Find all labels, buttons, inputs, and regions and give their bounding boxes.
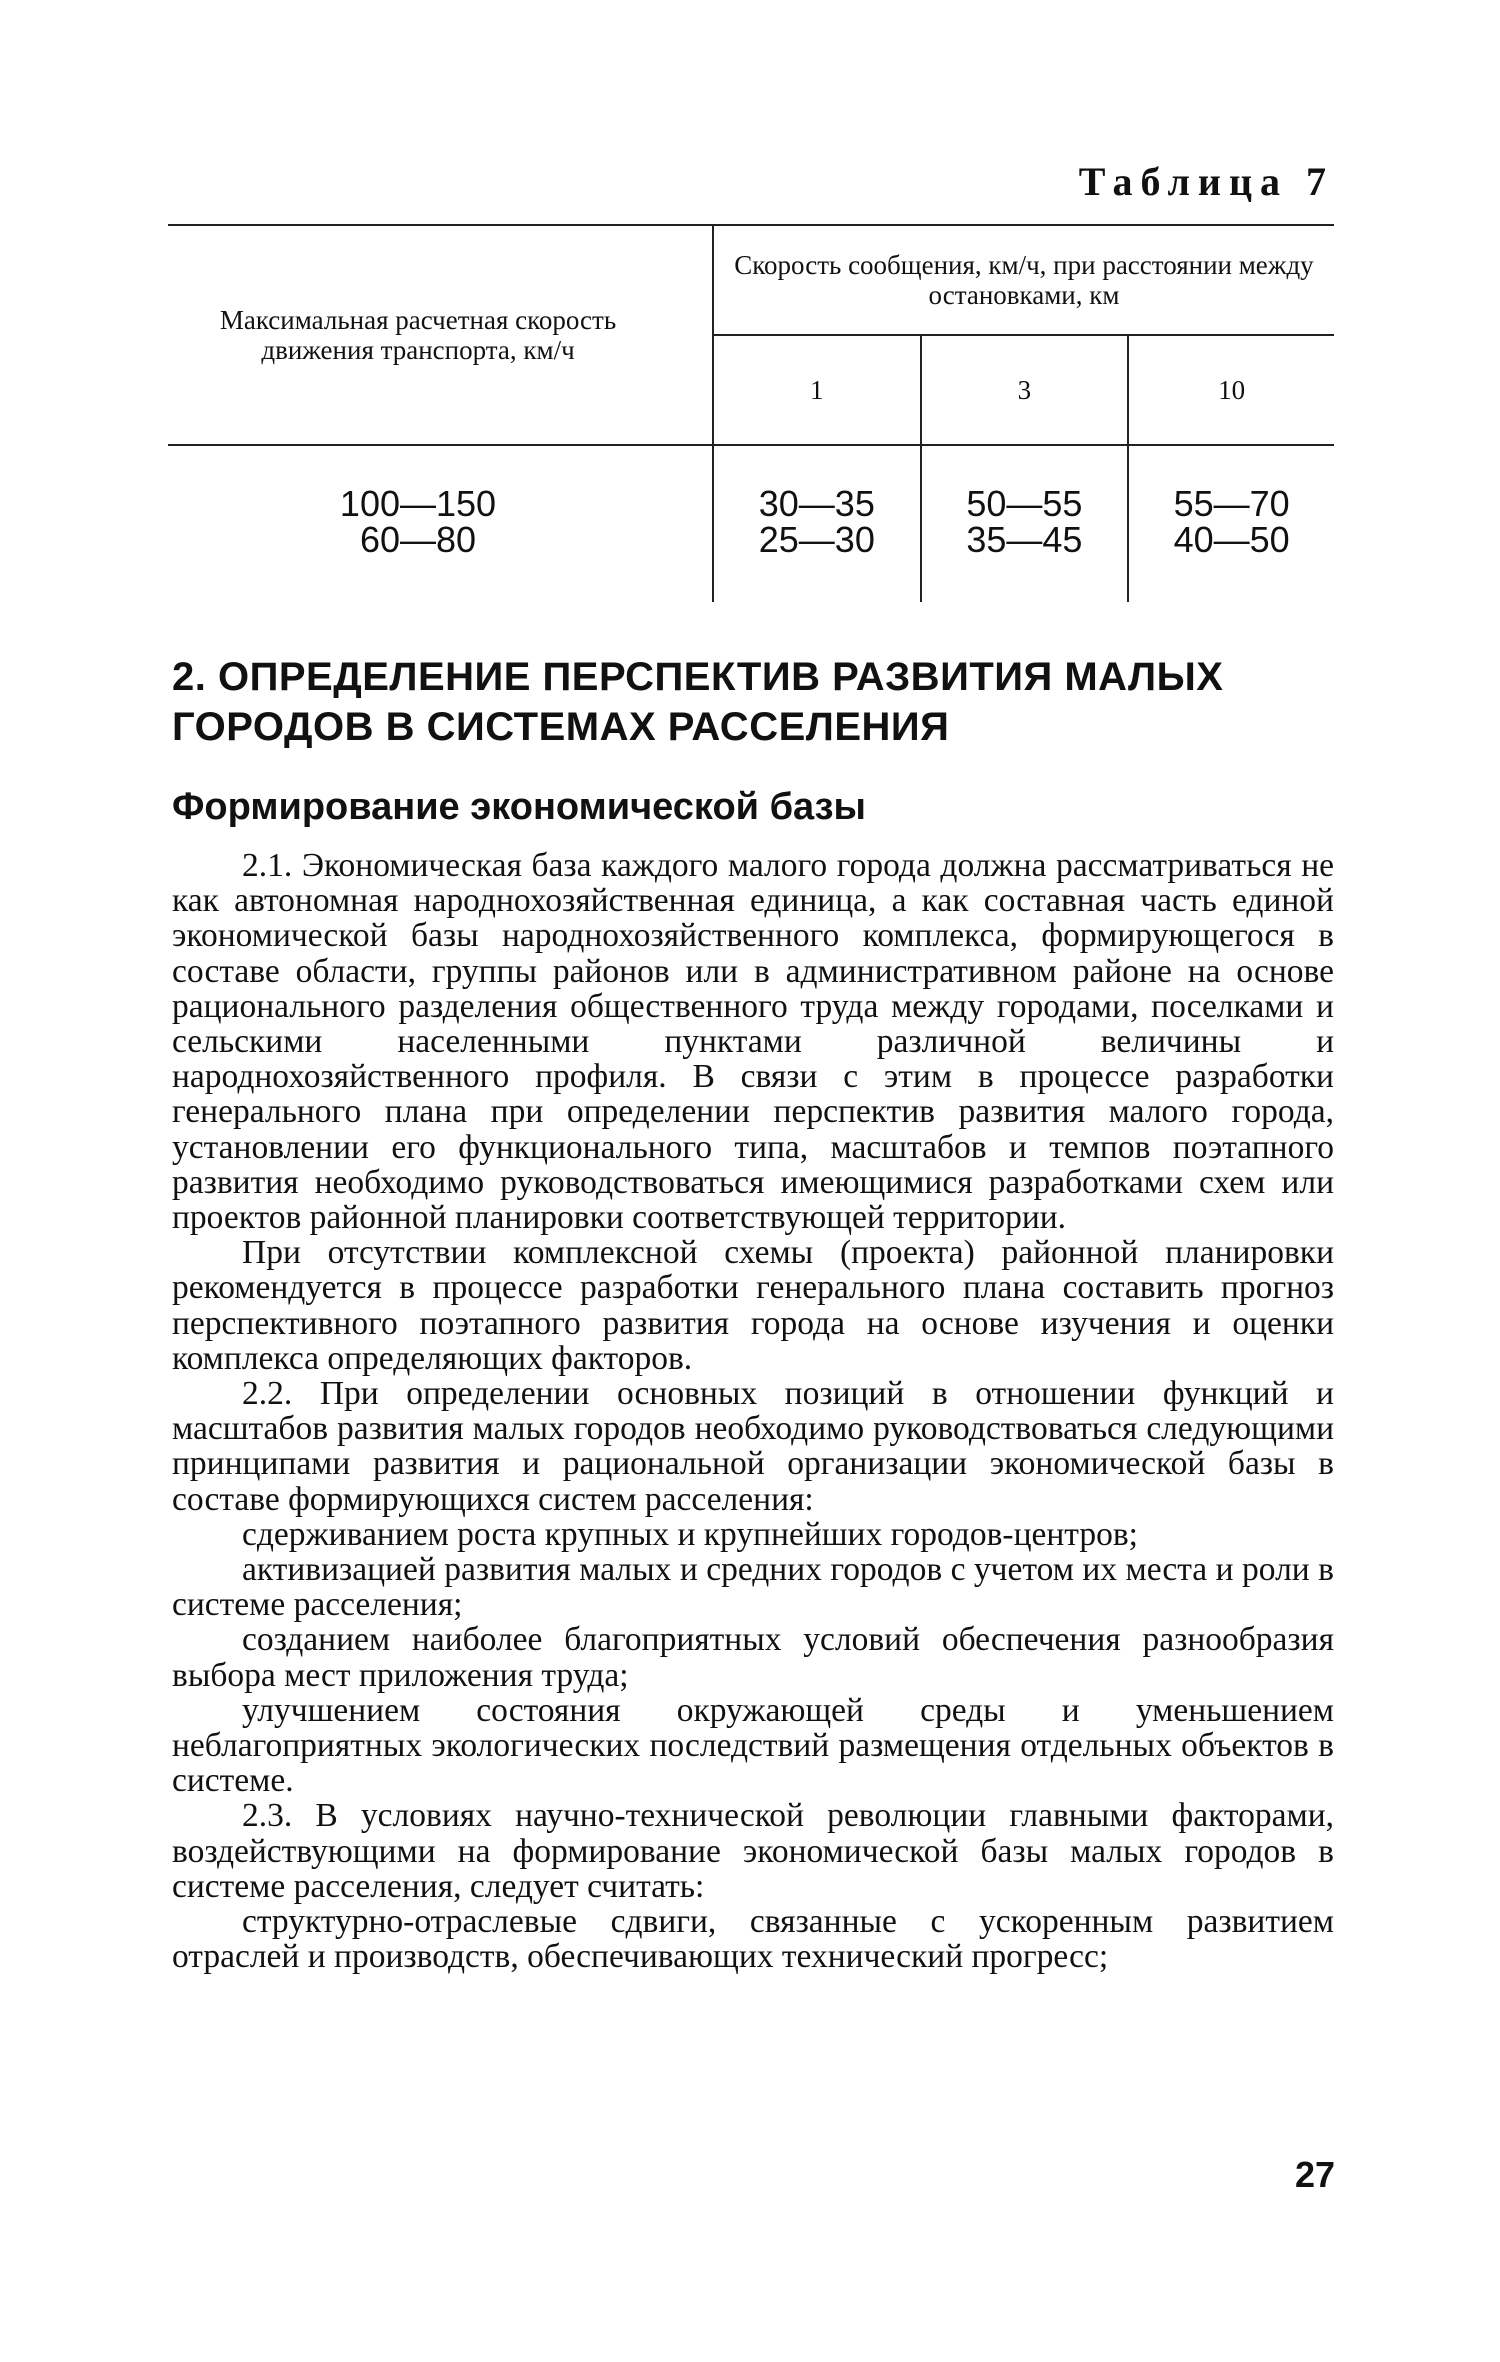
header-distance-10: 10 <box>1128 335 1334 445</box>
list-item: сдерживанием роста крупных и крупнейших городов-центров; <box>242 1515 1138 1553</box>
subsection-title: Формирование экономической базы <box>172 786 866 828</box>
table-row <box>168 445 1334 602</box>
paragraph: 2.2. При определении основных позиций в отношении функций и масштабов развития малых городов необходимо руководствоваться следующими принципами развития и рациональной организации экономической базы в составе формирующихся систем расселения: <box>172 1375 1334 1518</box>
cell-value: 35—45 <box>966 519 1083 560</box>
speed-table <box>168 224 1334 602</box>
page-number: 27 <box>1294 2154 1335 2195</box>
cell-value: 55—70 <box>1173 483 1290 524</box>
list-item: созданием наиболее благоприятных условий обеспечения разнообразия выбора мест приложения труда; <box>172 1621 1334 1694</box>
cell-distance-1 <box>713 445 921 602</box>
cell-value: 30—35 <box>758 483 875 524</box>
cell-value: 100—150 <box>339 483 497 524</box>
body-text <box>172 848 1334 1975</box>
paragraph: 2.3. В условиях научно-технической революции главными факторами, воздействующими на формирование экономической базы малых городов в системе расселения, следует считать: <box>172 1797 1334 1905</box>
header-distance-1: 1 <box>713 335 921 445</box>
cell-value: 25—30 <box>758 519 875 560</box>
paragraph: 2.1. Экономическая база каждого малого города должна рассматриваться не как автономная народнохозяйственная единица, а как составная часть единой экономической базы народнохозяйственного комплекса, формирующегося в составе области, группы районов или в административном районе на основе рационального разделения общественного труда между городами, поселками и сельскими населенными пунктами различной величины и народнохозяйственного профиля. В связи с этим в процессе разработки генерального плана при определении перспектив развития малого города, установлении его функционального типа, масштабов и темпов поэтапного развития необходимо руководствоваться имеющимися разработками схем или проектов районной планировки соответствующей территории. <box>172 847 1334 1237</box>
paragraph: При отсутствии комплексной схемы (проекта) районной планировки рекомендуется в процессе разработки генерального плана составить прогноз перспективного поэтапного развития города на основе изучения и оценки комплекса определяющих факторов. <box>172 1234 1334 1377</box>
cell-value: 60—80 <box>359 519 477 560</box>
cell-value: 50—55 <box>966 483 1083 524</box>
header-communication-speed: Скорость сообщения, км/ч, при расстоянии между остановками, км <box>713 225 1334 335</box>
table-label: Таблица 7 <box>1078 159 1334 204</box>
cell-distance-3 <box>921 445 1129 602</box>
cell-max-speed <box>168 445 713 602</box>
header-max-speed: Максимальная расчетная скорость движения транспорта, км/ч <box>168 225 713 445</box>
header-distance-3: 3 <box>921 335 1129 445</box>
list-item: активизацией развития малых и средних городов с учетом их места и роли в системе расселения; <box>172 1551 1334 1624</box>
section-title: 2. ОПРЕДЕЛЕНИЕ ПЕРСПЕКТИВ РАЗВИТИЯ МАЛЫХ ГОРОДОВ В СИСТЕМАХ РАССЕЛЕНИЯ <box>172 655 1224 749</box>
cell-value: 40—50 <box>1173 519 1290 560</box>
speed-table-container <box>168 224 1334 602</box>
list-item: улучшением состояния окружающей среды и уменьшением неблагоприятных экологических последствий размещения отдельных объектов в системе. <box>172 1691 1334 1800</box>
table-header-row <box>168 225 1334 335</box>
cell-distance-10 <box>1128 445 1334 602</box>
list-item: структурно-отраслевые сдвиги, связанные с ускоренным развитием отраслей и производств, обеспечивающих технический прогресс; <box>172 1903 1334 1976</box>
